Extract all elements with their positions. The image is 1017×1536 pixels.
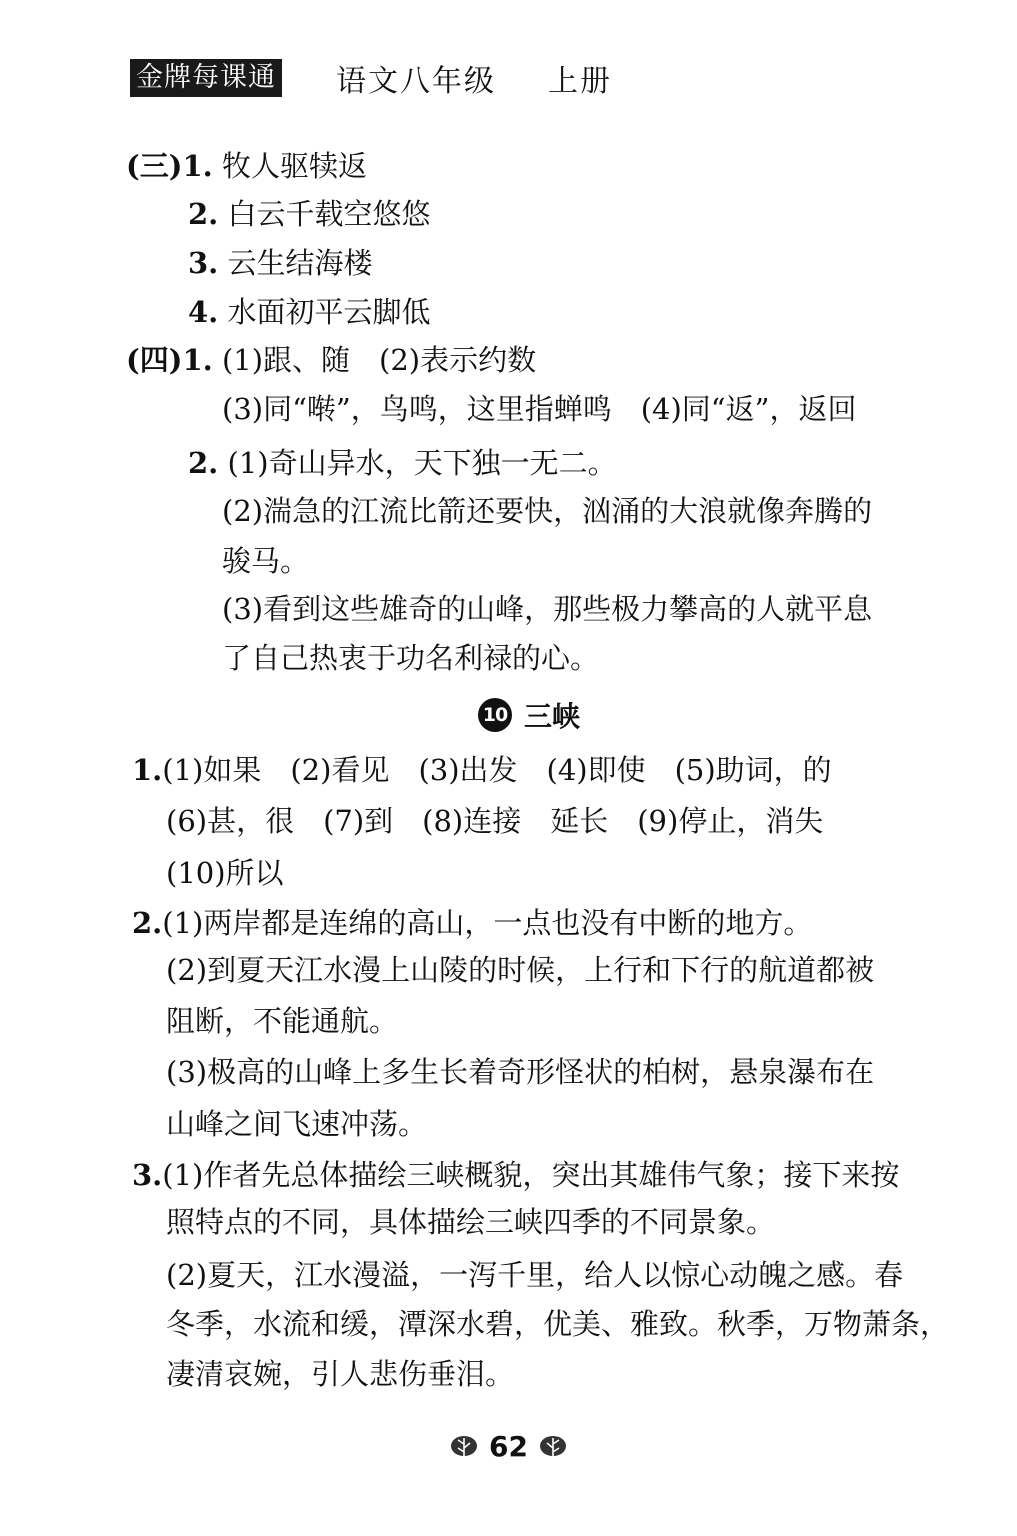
volume-label: 上册 xyxy=(548,64,612,99)
answer-text: 云生结海楼 xyxy=(227,246,373,280)
part3-label: (三) xyxy=(126,149,183,183)
item-number: 2. xyxy=(188,197,219,231)
part4-line-3 xyxy=(188,443,617,483)
answer-text: 白云千载空悠悠 xyxy=(227,197,431,231)
lesson-line-4 xyxy=(132,903,812,943)
leaf-ornament-icon xyxy=(538,1434,568,1460)
answer-text: 水面初平云脚低 xyxy=(227,295,431,329)
lesson-number-badge: 10 xyxy=(478,698,512,732)
lesson-line-13: 凄清哀婉，引人悲伤垂泪。 xyxy=(166,1357,515,1391)
answer-text: (1)如果 (2)看见 (3)出发 (4)即使 (5)助词，的 xyxy=(162,753,832,787)
page-number: 62 xyxy=(489,1430,528,1463)
subject-label: 语文八年级 xyxy=(336,64,496,99)
leaf-ornament-icon xyxy=(449,1434,479,1460)
part3-line-3 xyxy=(188,243,373,283)
lesson-line-9 xyxy=(132,1155,899,1195)
part3-line-2 xyxy=(188,194,431,234)
part3-line-1 xyxy=(126,146,367,186)
part4-line-4: (2)湍急的江流比箭还要快，汹涌的大浪就像奔腾的 xyxy=(222,494,873,528)
section-title xyxy=(478,695,580,735)
lesson-line-2: (6)甚，很 (7)到 (8)连接 延长 (9)停止，消失 xyxy=(166,804,824,838)
lesson-line-10: 照特点的不同，具体描绘三峡四季的不同景象。 xyxy=(166,1205,776,1239)
part4-line-2: (3)同“啭”，鸟鸣，这里指蝉鸣 (4)同“返”，返回 xyxy=(222,392,857,426)
item-number: 2. xyxy=(132,906,163,940)
lesson-title: 三峡 xyxy=(524,700,581,733)
brand-label: 金牌每课通 xyxy=(130,59,282,97)
lesson-line-12: 冬季，水流和缓，潭深水碧，优美、雅致。秋季，万物萧条， xyxy=(166,1307,950,1341)
lesson-line-7: (3)极高的山峰上多生长着奇形怪状的柏树，悬泉瀑布在 xyxy=(166,1055,875,1089)
part4-label: (四) xyxy=(126,343,183,377)
part3-line-4 xyxy=(188,292,431,332)
page-header xyxy=(130,58,612,98)
item-number: 2. xyxy=(188,446,219,480)
part4-line-7: 了自己热衷于功名利禄的心。 xyxy=(222,641,600,675)
item-number: 1. xyxy=(182,149,213,183)
answer-text: (1)奇山异水，天下独一无二。 xyxy=(227,446,617,480)
part4-line-1 xyxy=(126,340,536,380)
part4-line-5: 骏马。 xyxy=(222,544,310,578)
lesson-line-8: 山峰之间飞速冲荡。 xyxy=(166,1107,428,1141)
answer-text: 牧人驱犊返 xyxy=(221,149,367,183)
item-number: 4. xyxy=(188,295,219,329)
item-number: 3. xyxy=(188,246,219,280)
page-footer xyxy=(0,1430,1017,1463)
lesson-line-5: (2)到夏天江水漫上山陵的时候，上行和下行的航道都被 xyxy=(166,953,875,987)
part4-line-6: (3)看到这些雄奇的山峰，那些极力攀高的人就平息 xyxy=(222,592,873,626)
answer-text: (1)两岸都是连绵的高山，一点也没有中断的地方。 xyxy=(162,906,813,940)
item-number: 1. xyxy=(132,753,163,787)
lesson-line-3: (10)所以 xyxy=(166,856,284,890)
answer-text: (1)作者先总体描绘三峡概貌，突出其雄伟气象；接下来按 xyxy=(162,1158,900,1192)
item-number: 3. xyxy=(132,1158,163,1192)
lesson-line-11: (2)夏天，江水漫溢，一泻千里，给人以惊心动魄之感。春 xyxy=(166,1258,904,1292)
lesson-line-1 xyxy=(132,750,832,790)
lesson-line-6: 阻断，不能通航。 xyxy=(166,1004,399,1038)
item-number: 1. xyxy=(182,343,213,377)
answer-text: (1)跟、随 (2)表示约数 xyxy=(221,343,537,377)
